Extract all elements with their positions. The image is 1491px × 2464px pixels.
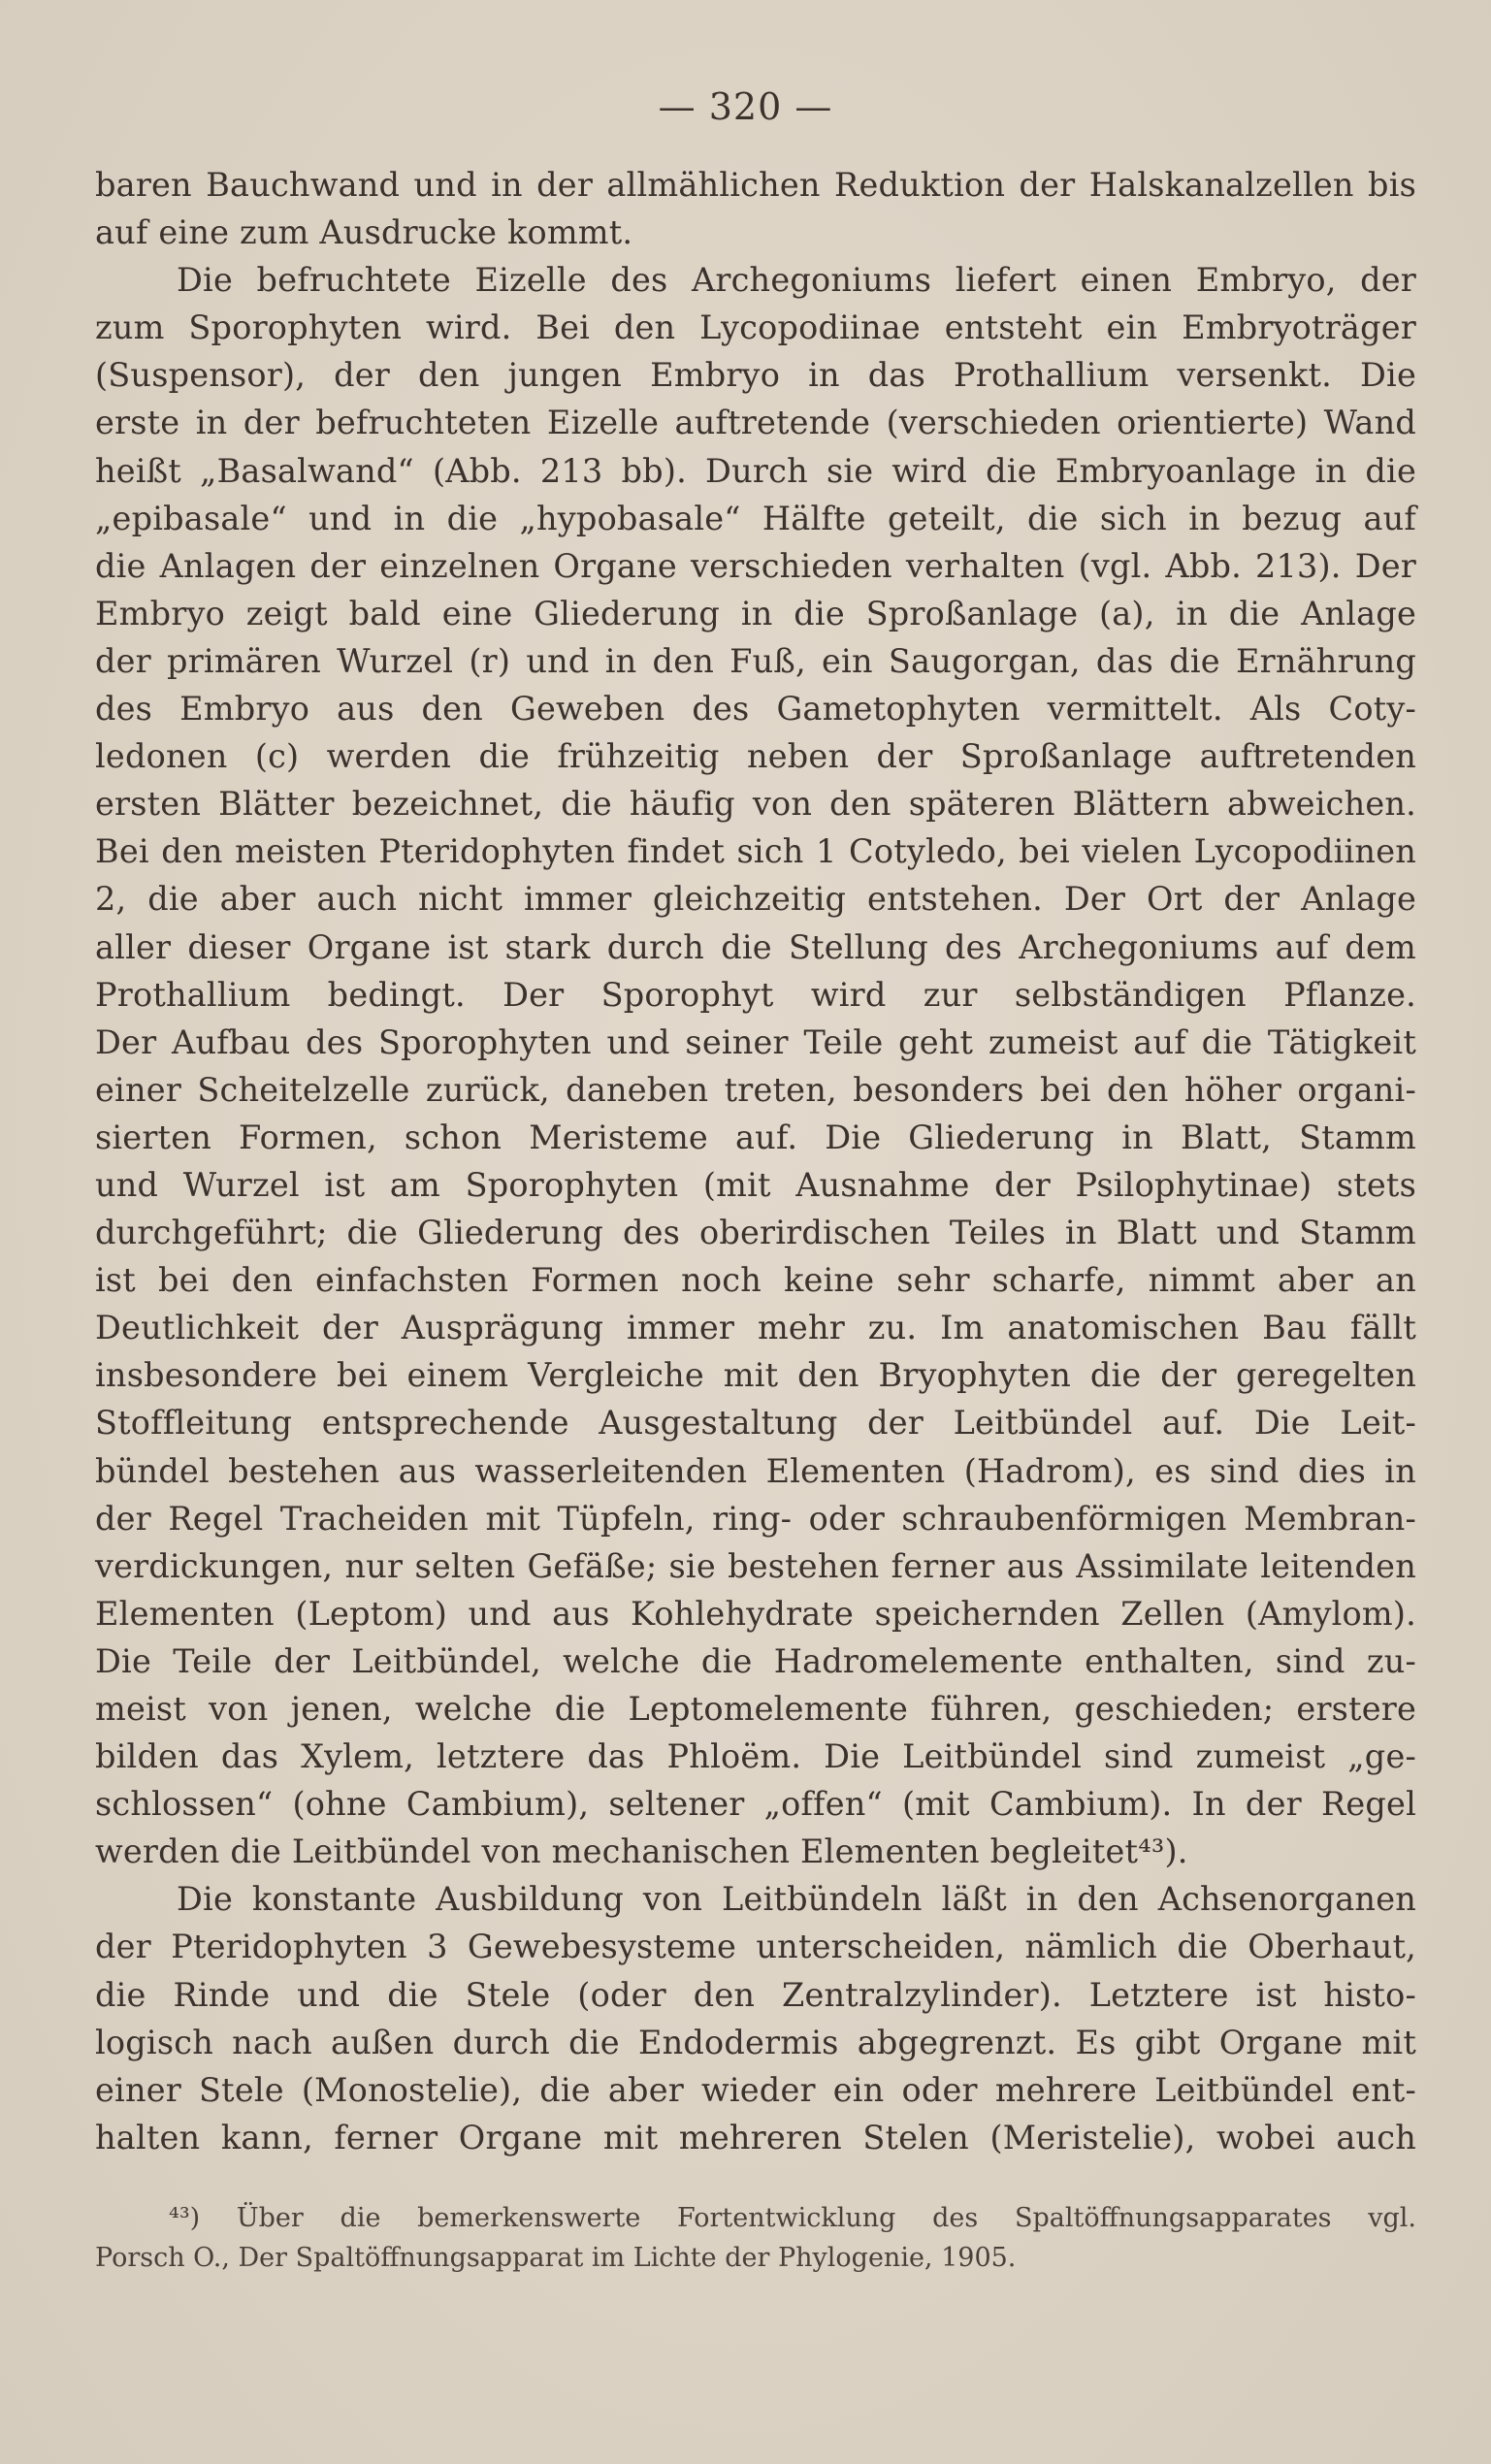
text-line: zum Sporophyten wird. Bei den Lycopodiinae entsteht ein Embryoträger [95,308,1416,347]
text-line: der Regel Tracheiden mit Tüpfeln, ring- oder schraubenförmigen Membran- [95,1499,1416,1538]
text-line: die Rinde und die Stele (oder den Zentralzylinder). Letztere ist histo- [95,1975,1416,2014]
text-line: einer Stele (Monostelie), die aber wieder ein oder mehrere Leitbündel ent- [95,2070,1416,2109]
text-line: Prothallium bedingt. Der Sporophyt wird zur selbständigen Pflanze. [95,975,1416,1014]
text-line: erste in der befruchteten Eizelle auftretende (verschieden orientierte) Wand [95,404,1416,442]
text-line: Die befruchtete Eizelle des Archegoniums liefert einen Embryo, der [177,261,1416,300]
text-line: (Suspensor), der den jungen Embryo in das Prothallium versenkt. Die [95,356,1416,395]
text-line: Die Teile der Leitbündel, welche die Hadromelemente enthalten, sind zu- [95,1641,1416,1680]
text-line: bündel bestehen aus wasserleitenden Elementen (Hadrom), es sind dies in [95,1451,1416,1490]
text-line: Embryo zeigt bald eine Gliederung in die Sproßanlage (a), in die Anlage [95,594,1416,632]
text-line: auf eine zum Ausdrucke kommt. [95,213,633,252]
text-line: der Pteridophyten 3 Gewebesysteme unterscheiden, nämlich die Oberhaut, [95,1928,1416,1966]
text-line: Bei den meisten Pteridophyten findet sich 1 Cotyledo, bei vielen Lycopodiinen [95,832,1416,871]
text-line: halten kann, ferner Organe mit mehreren Stelen (Meristelie), wobei auch [95,2118,1416,2156]
text-line: sierten Formen, schon Meristeme auf. Die Gliederung in Blatt, Stamm [95,1118,1416,1156]
text-line: Der Aufbau des Sporophyten und seiner Teile geht zumeist auf die Tätigkeit [95,1022,1416,1061]
footnote [95,2198,1416,2278]
text-line: ledonen (c) werden die frühzeitig neben der Sproßanlage auftretenden [95,737,1416,776]
text-line: Stoffleitung entsprechende Ausgestaltung der Leitbündel auf. Die Leit- [95,1404,1416,1443]
text-line: und Wurzel ist am Sporophyten (mit Ausnahme der Psilophytinae) stets [95,1165,1416,1204]
text-line: des Embryo aus den Geweben des Gametophyten vermittelt. Als Coty- [95,690,1416,729]
text-line: aller dieser Organe ist stark durch die Stellung des Archegoniums auf dem [95,927,1416,966]
text-line: baren Bauchwand und in der allmählichen Reduktion der Halskanalzellen bis [95,166,1416,204]
text-line: 2, die aber auch nicht immer gleichzeitig entstehen. Der Ort der Anlage [95,880,1416,919]
text-line: werden die Leitbündel von mechanischen Elementen begleitet⁴³). [95,1832,1188,1871]
text-line: durchgeführt; die Gliederung des oberirdischen Teiles in Blatt und Stamm [95,1214,1416,1252]
text-line: bilden das Xylem, letztere das Phloëm. Die Leitbündel sind zumeist „ge- [95,1737,1416,1776]
text-line: logisch nach außen durch die Endodermis abgegrenzt. Es gibt Organe mit [95,2023,1416,2061]
text-line: „epibasale“ und in die „hypobasale“ Hälfte geteilt, die sich in bezug auf [95,499,1416,537]
text-line: meist von jenen, welche die Leptomelemente führen, geschieden; erstere [95,1690,1416,1728]
text-line: verdickungen, nur selten Gefäße; sie bestehen ferner aus Assimilate leitenden [95,1546,1416,1585]
footnote-line: ⁴³) Über die bemerkenswerte Fortentwicklung des Spaltöffnungsapparates vgl. [169,2203,1416,2233]
text-line: insbesondere bei einem Vergleiche mit den Bryophyten die der geregelten [95,1356,1416,1395]
body-text [95,161,1416,2161]
text-line: der primären Wurzel (r) und in den Fuß, ein Saugorgan, das die Ernährung [95,641,1416,680]
text-line: die Anlagen der einzelnen Organe verschieden verhalten (vgl. Abb. 213). Der [95,546,1416,585]
text-line: ersten Blätter bezeichnet, die häufig von den späteren Blättern abweichen. [95,785,1416,824]
text-line: ist bei den einfachsten Formen noch keine sehr scharfe, nimmt aber an [95,1261,1416,1300]
text-line: heißt „Basalwand“ (Abb. 213 bb). Durch sie wird die Embryoanlage in die [95,451,1416,490]
text-line: einer Scheitelzelle zurück, daneben treten, besonders bei den höher organi- [95,1070,1416,1109]
page-number: — 320 — [658,85,833,128]
text-line: schlossen“ (ohne Cambium), seltener „offen“ (mit Cambium). In der Regel [95,1785,1416,1824]
footnote-line: Porsch O., Der Spaltöffnungsapparat im Lichte der Phylogenie, 1905. [95,2243,1017,2273]
text-line: Die konstante Ausbildung von Leitbündeln läßt in den Achsenorganen [177,1880,1416,1919]
text-line: Elementen (Leptom) und aus Kohlehydrate speichernden Zellen (Amylom). [95,1594,1416,1633]
text-line: Deutlichkeit der Ausprägung immer mehr zu. Im anatomischen Bau fällt [95,1309,1416,1347]
